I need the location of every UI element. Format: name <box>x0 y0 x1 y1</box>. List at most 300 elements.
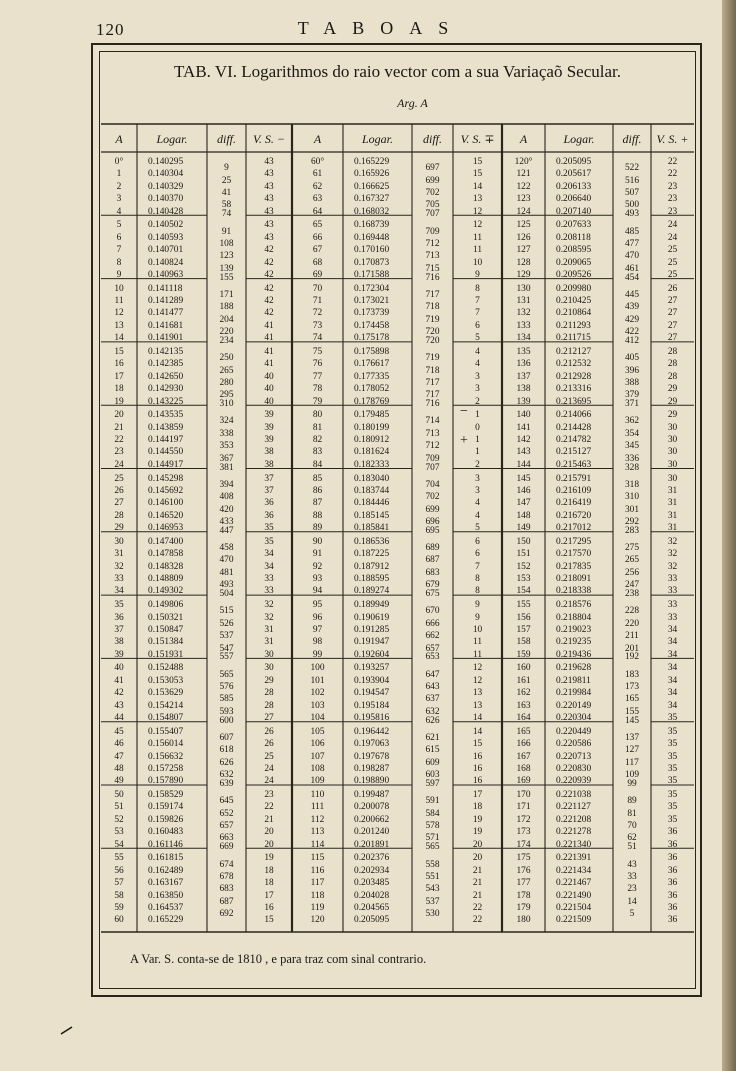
cell-a-2-1: 61 <box>312 169 323 180</box>
cell-diff-2-13: 720 <box>425 327 440 337</box>
cell-vs-2-18: 3 <box>475 384 480 395</box>
cell-vs-3-47: 35 <box>667 751 678 762</box>
cell-diff-2-32: 683 <box>425 567 440 578</box>
cell-vs-1-54: 20 <box>264 839 274 850</box>
cell-logar-2-52: 0.200662 <box>354 814 390 825</box>
cell-diff-3-57: 23 <box>627 884 637 895</box>
cell-a-2-20: 80 <box>312 410 323 421</box>
cell-vs-2-50: 17 <box>472 790 483 800</box>
cell-logar-1-54: 0.161146 <box>148 839 183 850</box>
cell-vs-1-33: 33 <box>264 574 274 584</box>
cell-a-3-27: 147 <box>516 498 531 509</box>
cell-a-3-13: 133 <box>516 320 531 331</box>
cell-vs-3-46: 35 <box>667 739 678 750</box>
cell-vs-1-46: 26 <box>264 739 274 750</box>
cell-diff-1-48: 632 <box>219 770 234 781</box>
cell-vs-3-6: 24 <box>667 232 678 243</box>
cell-logar-1-32: 0.148328 <box>148 561 184 572</box>
cell-vs-2-1: 15 <box>472 169 483 180</box>
cell-vs-2-2: 14 <box>472 181 483 192</box>
cell-vs-1-45: 26 <box>264 726 274 737</box>
cell-vs-1-40: 30 <box>264 663 274 674</box>
cell-diff-3-50: 89 <box>627 796 637 807</box>
cell-diff-3-29: 283 <box>624 525 640 536</box>
cell-logar-2-9: 0.171588 <box>354 269 390 280</box>
cell-vs-1-47: 25 <box>264 751 274 762</box>
cell-vs-1-53: 20 <box>264 827 274 838</box>
cell-vs-3-34: 33 <box>667 586 678 597</box>
cell-vs-3-44: 35 <box>667 713 678 723</box>
cell-a-3-1: 121 <box>516 169 531 180</box>
cell-diff-2-41: 643 <box>425 682 440 692</box>
cell-diff-2-16: 718 <box>425 365 440 376</box>
cell-a-1-12: 12 <box>114 308 124 319</box>
cell-a-2-2: 62 <box>312 181 323 192</box>
cell-logar-2-36: 0.190619 <box>354 612 390 623</box>
cell-logar-2-13: 0.174458 <box>354 320 390 331</box>
cell-a-3-2: 122 <box>516 181 531 192</box>
header-vs-3: V. S. + <box>656 132 689 146</box>
cell-logar-2-19: 0.178769 <box>354 396 390 407</box>
cell-diff-1-5: 91 <box>221 226 232 237</box>
cell-a-3-23: 143 <box>516 447 531 458</box>
cell-vs-2-43: 13 <box>472 700 483 711</box>
cell-a-3-38: 158 <box>516 637 531 648</box>
cell-logar-3-26: 0.216109 <box>556 485 592 496</box>
cell-vs-2-27: 4 <box>475 498 480 509</box>
cell-diff-2-3: 705 <box>425 200 440 211</box>
vs-sign-plus: + <box>460 433 468 448</box>
cell-vs-3-50: 35 <box>667 790 678 800</box>
cell-logar-3-16: 0.212532 <box>556 359 592 370</box>
cell-a-3-42: 162 <box>516 688 531 699</box>
cell-a-2-11: 71 <box>312 296 323 306</box>
cell-a-3-6: 126 <box>516 232 531 243</box>
cell-logar-1-35: 0.149806 <box>148 600 184 611</box>
cell-diff-1-40: 565 <box>219 669 234 680</box>
cell-diff-1-10: 171 <box>219 289 234 300</box>
cell-a-3-53: 173 <box>516 827 531 838</box>
cell-logar-3-34: 0.218338 <box>556 586 592 597</box>
cell-logar-3-57: 0.221467 <box>556 878 592 889</box>
cell-logar-1-43: 0.154214 <box>148 700 184 711</box>
cell-logar-1-34: 0.149302 <box>148 586 184 597</box>
cell-logar-2-57: 0.203485 <box>354 878 390 889</box>
cell-vs-3-56: 36 <box>667 865 678 876</box>
cell-vs-1-14: 41 <box>264 333 274 344</box>
cell-logar-2-3: 0.167327 <box>354 194 390 205</box>
cell-logar-2-30: 0.186536 <box>354 536 390 547</box>
cell-diff-1-55: 674 <box>219 859 234 870</box>
cell-vs-2-60: 22 <box>472 915 483 926</box>
cell-logar-3-24: 0.215463 <box>556 459 592 470</box>
cell-vs-3-13: 27 <box>667 320 678 331</box>
cell-a-1-24: 24 <box>114 459 124 470</box>
cell-diff-3-42: 165 <box>624 694 640 705</box>
header-logar-1: Logar. <box>156 132 188 146</box>
cell-vs-2-37: 10 <box>472 624 483 635</box>
cell-diff-3-43: 155 <box>624 706 640 717</box>
cell-logar-2-25: 0.183040 <box>354 473 390 484</box>
cell-a-3-29: 149 <box>516 523 531 534</box>
cell-vs-2-57: 21 <box>472 878 483 889</box>
cell-vs-2-32: 7 <box>475 561 480 572</box>
cell-a-2-49: 109 <box>310 776 325 787</box>
cell-logar-3-53: 0.221278 <box>556 827 592 838</box>
cell-diff-2-29: 695 <box>425 525 440 536</box>
table-argument: Arg. A <box>397 96 428 110</box>
cell-vs-2-15: 4 <box>475 346 480 357</box>
cell-a-2-48: 108 <box>310 763 325 774</box>
cell-vs-1-44: 27 <box>264 713 274 723</box>
cell-logar-1-50: 0.158529 <box>148 790 184 800</box>
cell-vs-3-51: 35 <box>667 802 678 813</box>
cell-vs-1-50: 23 <box>264 790 274 800</box>
cell-diff-2-54: 565 <box>425 842 440 853</box>
header-vs-2: V. S. ∓ <box>460 132 495 146</box>
cell-logar-2-51: 0.200078 <box>354 802 390 813</box>
cell-a-1-48: 48 <box>114 763 124 774</box>
cell-a-2-40: 100 <box>310 663 325 674</box>
cell-a-3-18: 138 <box>516 384 531 395</box>
cell-vs-2-10: 8 <box>475 283 480 294</box>
cell-logar-1-25: 0.145298 <box>148 473 184 484</box>
cell-a-1-21: 21 <box>114 422 124 433</box>
cell-vs-2-25: 3 <box>475 473 480 484</box>
cell-logar-2-12: 0.173739 <box>354 308 390 319</box>
cell-vs-1-9: 42 <box>264 269 274 280</box>
cell-vs-2-11: 7 <box>475 296 480 306</box>
cell-diff-3-34: 238 <box>624 589 640 600</box>
cell-logar-2-39: 0.192604 <box>354 649 390 660</box>
cell-vs-2-14: 5 <box>475 333 480 344</box>
cell-logar-3-32: 0.217835 <box>556 561 592 572</box>
cell-logar-3-0: 0.205095 <box>556 157 592 167</box>
cell-a-2-10: 70 <box>312 283 323 294</box>
cell-diff-3-20: 362 <box>624 416 640 427</box>
cell-a-1-2: 2 <box>116 181 122 192</box>
cell-vs-2-56: 21 <box>472 865 483 876</box>
cell-logar-3-9: 0.209526 <box>556 269 592 280</box>
page-number: 120 <box>96 20 125 39</box>
cell-a-2-35: 95 <box>312 600 323 611</box>
cell-diff-3-2: 507 <box>624 188 640 198</box>
cell-diff-2-43: 632 <box>425 706 440 717</box>
cell-a-1-29: 29 <box>114 523 124 534</box>
cell-diff-3-51: 81 <box>627 808 637 819</box>
cell-vs-3-24: 30 <box>667 459 678 470</box>
cell-a-3-40: 160 <box>516 663 531 674</box>
cell-logar-1-7: 0.140701 <box>148 245 184 256</box>
cell-diff-2-5: 709 <box>425 226 440 237</box>
cell-diff-1-28: 433 <box>219 516 234 527</box>
cell-a-1-9: 9 <box>116 269 122 280</box>
cell-logar-2-27: 0.184446 <box>354 498 390 509</box>
cell-logar-1-19: 0.143225 <box>148 396 184 407</box>
cell-logar-2-21: 0.180199 <box>354 422 390 433</box>
cell-vs-3-54: 36 <box>667 839 678 850</box>
cell-diff-1-36: 526 <box>219 618 234 629</box>
cell-logar-2-47: 0.197678 <box>354 751 390 762</box>
cell-vs-3-5: 24 <box>667 220 678 231</box>
cell-a-1-54: 54 <box>114 839 124 850</box>
cell-a-1-14: 14 <box>114 333 124 344</box>
cell-logar-2-56: 0.202934 <box>354 865 390 876</box>
cell-a-2-0: 60° <box>310 157 325 167</box>
cell-diff-1-42: 585 <box>219 694 234 705</box>
cell-vs-2-4: 12 <box>472 206 483 217</box>
cell-diff-1-16: 265 <box>219 365 234 376</box>
cell-a-2-28: 88 <box>312 510 323 521</box>
cell-vs-2-9: 9 <box>475 269 480 280</box>
cell-diff-2-57: 543 <box>425 884 440 895</box>
cell-a-2-33: 93 <box>312 574 323 584</box>
cell-logar-1-22: 0.144197 <box>148 435 184 445</box>
cell-a-3-48: 168 <box>516 763 531 774</box>
cell-logar-2-42: 0.194547 <box>354 688 390 699</box>
cell-a-3-51: 171 <box>516 802 531 813</box>
cell-a-3-44: 164 <box>516 713 531 723</box>
cell-vs-3-21: 30 <box>667 422 678 433</box>
cell-diff-1-41: 576 <box>219 682 234 692</box>
cell-vs-1-7: 42 <box>264 245 274 256</box>
cell-a-3-45: 165 <box>516 726 531 737</box>
cell-vs-3-7: 25 <box>667 245 678 256</box>
cell-a-1-31: 31 <box>114 549 124 560</box>
cell-diff-2-15: 719 <box>425 353 440 364</box>
cell-a-3-12: 132 <box>516 308 531 319</box>
cell-a-1-7: 7 <box>116 245 122 256</box>
cell-diff-3-27: 301 <box>624 504 640 515</box>
cell-vs-1-37: 31 <box>264 624 274 635</box>
cell-logar-2-37: 0.191285 <box>354 624 390 635</box>
cell-diff-3-47: 117 <box>625 757 639 768</box>
cell-logar-2-60: 0.205095 <box>354 915 390 926</box>
cell-vs-3-9: 25 <box>667 269 678 280</box>
cell-diff-2-48: 603 <box>425 770 440 781</box>
cell-a-3-15: 135 <box>516 346 531 357</box>
cell-vs-3-31: 32 <box>667 549 678 560</box>
cell-logar-1-39: 0.151931 <box>148 649 184 660</box>
header-diff-3: diff. <box>622 132 642 146</box>
cell-diff-1-54: 669 <box>219 842 234 853</box>
ink-mark-icon <box>60 1025 74 1035</box>
cell-vs-3-16: 28 <box>667 359 678 370</box>
cell-diff-2-51: 584 <box>425 808 440 819</box>
cell-vs-1-32: 34 <box>264 561 274 572</box>
cell-logar-1-2: 0.140329 <box>148 181 184 192</box>
cell-a-1-19: 19 <box>114 396 124 407</box>
cell-a-2-23: 83 <box>312 447 323 458</box>
cell-vs-1-60: 15 <box>264 915 274 926</box>
cell-diff-2-44: 626 <box>425 715 440 726</box>
cell-vs-1-25: 37 <box>264 473 274 484</box>
cell-vs-1-24: 38 <box>264 459 274 470</box>
cell-diff-1-6: 108 <box>219 238 234 249</box>
cell-a-2-41: 101 <box>310 675 325 686</box>
cell-diff-2-24: 707 <box>425 462 440 473</box>
cell-vs-1-11: 42 <box>264 296 274 306</box>
cell-diff-2-35: 670 <box>425 606 440 617</box>
cell-diff-2-25: 704 <box>425 479 440 490</box>
cell-logar-3-11: 0.210425 <box>556 296 592 306</box>
cell-vs-3-37: 34 <box>667 624 678 635</box>
cell-vs-2-20: 1 <box>475 410 480 421</box>
cell-a-1-5: 5 <box>116 220 122 231</box>
header-vs-1: V. S. − <box>253 132 285 146</box>
cell-logar-2-0: 0.165229 <box>354 157 390 167</box>
cell-vs-2-47: 16 <box>472 751 483 762</box>
cell-a-1-52: 52 <box>114 814 124 825</box>
cell-logar-3-5: 0.207633 <box>556 220 592 231</box>
cell-a-2-34: 94 <box>312 586 323 597</box>
cell-vs-3-32: 32 <box>667 561 678 572</box>
cell-vs-2-31: 6 <box>475 549 480 560</box>
cell-vs-1-17: 40 <box>264 371 274 382</box>
cell-a-3-32: 152 <box>516 561 531 572</box>
cell-a-1-30: 30 <box>114 536 124 547</box>
cell-logar-2-18: 0.178052 <box>354 384 390 395</box>
cell-diff-3-25: 318 <box>624 479 640 490</box>
cell-diff-1-56: 678 <box>219 871 234 882</box>
cell-a-1-38: 38 <box>114 637 124 648</box>
cell-vs-2-51: 18 <box>472 802 483 813</box>
cell-vs-2-59: 22 <box>472 902 483 913</box>
cell-diff-2-49: 597 <box>425 779 440 789</box>
cell-logar-3-30: 0.217295 <box>556 536 592 547</box>
cell-logar-2-32: 0.187912 <box>354 561 390 572</box>
cell-logar-2-46: 0.197063 <box>354 739 390 750</box>
cell-diff-1-8: 139 <box>219 263 234 274</box>
cell-logar-2-8: 0.170873 <box>354 257 390 268</box>
cell-diff-2-37: 662 <box>425 631 440 642</box>
cell-a-1-3: 3 <box>116 194 122 205</box>
cell-vs-1-56: 18 <box>264 865 274 876</box>
cell-diff-3-14: 412 <box>624 335 640 346</box>
cell-vs-2-46: 15 <box>472 739 483 750</box>
cell-a-2-60: 120 <box>310 915 325 926</box>
cell-vs-3-19: 29 <box>667 396 678 407</box>
cell-logar-2-48: 0.198287 <box>354 763 390 774</box>
footnote: A Var. S. conta-se de 1810 , e para traz com sinal contrario. <box>130 952 427 966</box>
cell-logar-2-26: 0.183744 <box>354 485 390 496</box>
cell-a-3-21: 141 <box>516 422 531 433</box>
cell-vs-3-58: 36 <box>667 890 678 901</box>
cell-logar-1-42: 0.153629 <box>148 688 184 699</box>
cell-a-1-16: 16 <box>114 359 124 370</box>
cell-logar-2-50: 0.199487 <box>354 790 390 800</box>
cell-vs-3-35: 33 <box>667 600 678 611</box>
cell-diff-1-35: 515 <box>219 606 234 617</box>
cell-logar-2-45: 0.196442 <box>354 726 390 737</box>
cell-logar-1-51: 0.159174 <box>148 802 184 813</box>
cell-a-3-50: 170 <box>516 790 531 800</box>
cell-a-3-41: 161 <box>516 675 531 686</box>
cell-a-2-9: 69 <box>312 269 323 280</box>
cell-a-1-22: 22 <box>114 435 124 445</box>
cell-a-1-4: 4 <box>116 206 122 217</box>
cell-a-1-8: 8 <box>116 257 122 268</box>
cell-logar-1-30: 0.147400 <box>148 536 184 547</box>
cell-diff-3-48: 109 <box>624 770 640 781</box>
cell-logar-3-36: 0.218804 <box>556 612 592 623</box>
cell-vs-1-21: 39 <box>264 422 274 433</box>
cell-a-2-6: 66 <box>312 232 323 243</box>
cell-vs-2-7: 11 <box>472 245 483 256</box>
cell-diff-1-39: 557 <box>219 652 234 663</box>
cell-logar-1-12: 0.141477 <box>148 308 184 319</box>
cell-diff-3-55: 43 <box>627 859 637 870</box>
cell-logar-3-47: 0.220713 <box>556 751 592 762</box>
cell-vs-3-52: 35 <box>667 814 678 825</box>
cell-diff-2-11: 718 <box>425 302 440 313</box>
cell-vs-2-16: 4 <box>475 359 480 370</box>
cell-logar-2-14: 0.175178 <box>354 333 390 344</box>
cell-diff-1-49: 639 <box>219 779 234 789</box>
cell-diff-3-5: 485 <box>624 226 640 237</box>
cell-logar-3-58: 0.221490 <box>556 890 592 901</box>
cell-diff-2-53: 571 <box>425 833 440 844</box>
cell-a-3-9: 129 <box>516 269 531 280</box>
cell-a-2-38: 98 <box>312 637 323 648</box>
cell-logar-1-56: 0.162489 <box>148 865 184 876</box>
cell-a-1-57: 57 <box>114 878 124 889</box>
cell-a-3-5: 125 <box>516 220 531 231</box>
header-logar-3: Logar. <box>563 132 595 146</box>
cell-a-1-6: 6 <box>116 232 122 243</box>
cell-a-2-31: 91 <box>312 549 323 560</box>
cell-diff-2-26: 702 <box>425 492 440 503</box>
cell-a-3-22: 142 <box>516 435 531 445</box>
cell-diff-1-20: 324 <box>219 416 234 427</box>
cell-logar-3-40: 0.219628 <box>556 663 592 674</box>
cell-logar-3-54: 0.221340 <box>556 839 592 850</box>
cell-a-3-39: 159 <box>516 649 531 660</box>
cell-a-2-14: 74 <box>312 333 323 344</box>
cell-a-2-7: 67 <box>312 245 323 256</box>
cell-diff-1-38: 547 <box>219 643 234 654</box>
cell-logar-1-31: 0.147858 <box>148 549 184 560</box>
cell-logar-3-28: 0.216720 <box>556 510 592 521</box>
cell-logar-2-40: 0.193257 <box>354 663 390 674</box>
cell-logar-1-20: 0.143535 <box>148 410 184 421</box>
cell-vs-3-8: 25 <box>667 257 678 268</box>
cell-vs-2-17: 3 <box>475 371 480 382</box>
cell-a-2-15: 75 <box>312 346 323 357</box>
cell-logar-1-18: 0.142930 <box>148 384 184 395</box>
cell-a-2-17: 77 <box>312 371 323 382</box>
cell-a-1-23: 23 <box>114 447 124 458</box>
cell-a-3-30: 150 <box>516 536 531 547</box>
cell-diff-1-14: 234 <box>219 335 234 346</box>
cell-diff-3-54: 51 <box>627 842 637 853</box>
cell-logar-1-23: 0.144550 <box>148 447 184 458</box>
cell-diff-3-12: 429 <box>624 314 640 325</box>
cell-diff-3-28: 292 <box>624 516 640 527</box>
cell-logar-3-46: 0.220586 <box>556 739 592 750</box>
cell-a-3-54: 174 <box>516 839 531 850</box>
cell-diff-3-30: 275 <box>624 543 640 553</box>
cell-vs-1-41: 29 <box>264 675 274 686</box>
cell-logar-2-34: 0.189274 <box>354 586 390 597</box>
cell-vs-3-17: 28 <box>667 371 678 382</box>
cell-logar-3-39: 0.219436 <box>556 649 592 660</box>
cell-logar-1-21: 0.143859 <box>148 422 184 433</box>
cell-logar-3-12: 0.210864 <box>556 308 592 319</box>
cell-diff-2-20: 714 <box>425 416 440 427</box>
cell-a-2-54: 114 <box>310 839 325 850</box>
cell-a-3-11: 131 <box>516 296 531 306</box>
